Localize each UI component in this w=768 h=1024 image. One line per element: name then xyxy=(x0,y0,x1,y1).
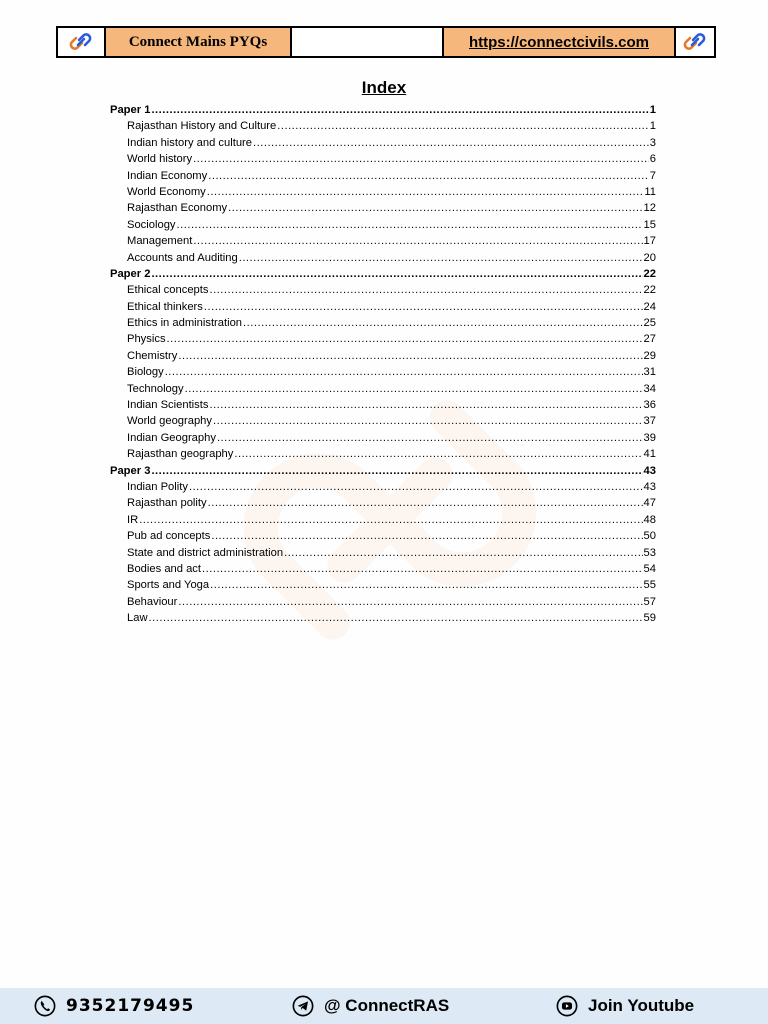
toc-leader-dots xyxy=(207,184,644,200)
toc-leader-dots xyxy=(210,577,642,593)
toc-entry-row[interactable] xyxy=(110,135,656,151)
toc-page-number: 20 xyxy=(643,251,656,264)
toc-page-number: 17 xyxy=(643,235,656,248)
toc-entry-row[interactable] xyxy=(110,610,656,626)
toc-entry-row[interactable] xyxy=(110,594,656,610)
header-title: Connect Mains PYQs xyxy=(106,28,292,56)
toc-leader-dots xyxy=(185,381,643,397)
toc-leader-dots xyxy=(151,102,648,118)
toc-entry-label: World geography xyxy=(127,415,212,428)
toc-leader-dots xyxy=(193,233,642,249)
toc-leader-dots xyxy=(193,151,649,167)
toc-entry-row[interactable] xyxy=(110,528,656,544)
toc-entry-label: Indian Polity xyxy=(127,480,188,493)
toc-page-number: 48 xyxy=(643,513,656,526)
header-blank-cell xyxy=(292,28,444,56)
toc-entry-label: Sports and Yoga xyxy=(127,579,210,592)
toc-entry-label: Ethical concepts xyxy=(127,284,209,297)
toc-page-number: 55 xyxy=(643,579,656,592)
toc-page-number: 43 xyxy=(643,480,656,493)
toc-entry-label: Paper 3 xyxy=(110,464,151,477)
link-logo-icon xyxy=(68,29,94,55)
toc-leader-dots xyxy=(217,430,643,446)
toc-entry-label: Behaviour xyxy=(127,595,178,608)
toc-entry-row[interactable] xyxy=(110,151,656,167)
toc-page-number: 27 xyxy=(643,333,656,346)
toc-page-number: 53 xyxy=(643,546,656,559)
toc-page-number: 41 xyxy=(643,448,656,461)
toc-leader-dots xyxy=(189,479,643,495)
toc-entry-label: Sociology xyxy=(127,218,176,231)
toc-entry-label: IR xyxy=(127,513,139,526)
toc-page-number: 1 xyxy=(649,120,656,133)
toc-leader-dots xyxy=(284,545,642,561)
toc-page-number: 12 xyxy=(643,202,656,215)
toc-leader-dots xyxy=(228,200,642,216)
toc-entry-label: Rajasthan polity xyxy=(127,497,207,510)
toc-entry-label: Rajasthan History and Culture xyxy=(127,120,277,133)
toc-entry-row[interactable] xyxy=(110,331,656,347)
toc-page-number: 15 xyxy=(643,218,656,231)
toc-entry-row[interactable] xyxy=(110,217,656,233)
toc-page-number: 59 xyxy=(643,612,656,625)
toc-entry-label: Indian history and culture xyxy=(127,136,253,149)
toc-page-number: 47 xyxy=(643,497,656,510)
toc-entry-row[interactable] xyxy=(110,315,656,331)
toc-leader-dots xyxy=(209,282,642,298)
footer-phone[interactable] xyxy=(34,995,194,1017)
toc-entry-label: Indian Economy xyxy=(127,169,208,182)
toc-entry-label: Physics xyxy=(127,333,166,346)
toc-entry-label: Bodies and act xyxy=(127,562,202,575)
toc-page-number: 24 xyxy=(643,300,656,313)
toc-leader-dots xyxy=(149,610,643,626)
toc-leader-dots xyxy=(253,135,649,151)
toc-page-number: 22 xyxy=(643,284,656,297)
toc-entry-row[interactable] xyxy=(110,299,656,315)
toc-leader-dots xyxy=(151,266,642,282)
toc-entry-label: Accounts and Auditing xyxy=(127,251,238,264)
toc-entry-row[interactable] xyxy=(110,184,656,200)
toc-leader-dots xyxy=(277,118,649,134)
toc-entry-label: Ethical thinkers xyxy=(127,300,203,313)
toc-entry-label: Technology xyxy=(127,382,184,395)
toc-page-number: 57 xyxy=(643,595,656,608)
toc-page-number: 1 xyxy=(649,104,656,116)
toc-entry-label: Pub ad concepts xyxy=(127,530,211,543)
link-logo-icon xyxy=(682,29,708,55)
header-url-link[interactable]: https://connectcivils.com xyxy=(444,28,676,56)
toc-entry-row[interactable] xyxy=(110,233,656,249)
toc-page-number: 31 xyxy=(643,366,656,379)
toc-page-number: 22 xyxy=(643,267,656,280)
toc-entry-row[interactable] xyxy=(110,446,656,462)
toc-entry-row[interactable] xyxy=(110,282,656,298)
youtube-label: Join Youtube xyxy=(588,996,695,1015)
toc-entry-label: Indian Scientists xyxy=(127,399,209,412)
toc-leader-dots xyxy=(177,217,643,233)
toc-leader-dots xyxy=(243,315,643,331)
toc-entry-row[interactable] xyxy=(110,348,656,364)
toc-entry-label: World history xyxy=(127,153,193,166)
toc-entry-label: Ethics in administration xyxy=(127,317,243,330)
footer-youtube[interactable] xyxy=(556,995,694,1017)
toc-entry-label: State and district administration xyxy=(127,546,284,559)
toc-page-number: 29 xyxy=(643,349,656,362)
toc-leader-dots xyxy=(202,561,643,577)
toc-entry-label: Biology xyxy=(127,366,164,379)
toc-entry-row[interactable] xyxy=(110,479,656,495)
toc-entry-row[interactable] xyxy=(110,168,656,184)
toc-entry-row[interactable] xyxy=(110,577,656,593)
toc-leader-dots xyxy=(239,250,643,266)
telegram-handle: @ ConnectRAS xyxy=(324,996,450,1015)
header-logo-right xyxy=(676,28,714,56)
toc-page-number: 25 xyxy=(643,317,656,330)
toc-entry-row[interactable] xyxy=(110,413,656,429)
toc-entry-label: World Economy xyxy=(127,185,206,198)
toc-page-number: 54 xyxy=(643,562,656,575)
toc-page-number: 6 xyxy=(649,153,656,166)
toc-entry-label: Chemistry xyxy=(127,349,178,362)
toc-page-number: 11 xyxy=(644,185,656,198)
toc-entry-row[interactable] xyxy=(110,545,656,561)
index-title: Index xyxy=(361,78,407,97)
toc-entry-row[interactable] xyxy=(110,512,656,528)
toc-page-number: 39 xyxy=(643,431,656,444)
toc-entry-label: Indian Geography xyxy=(127,431,216,444)
toc-leader-dots xyxy=(178,348,642,364)
toc-page-number: 34 xyxy=(643,382,656,395)
telegram-icon xyxy=(292,995,314,1017)
toc-entry-row[interactable] xyxy=(110,250,656,266)
toc-page-number: 7 xyxy=(649,169,656,182)
toc-entry-row[interactable] xyxy=(110,495,656,511)
toc-entry-label: Rajasthan geography xyxy=(127,448,234,461)
toc-page-number: 36 xyxy=(643,399,656,412)
toc-leader-dots xyxy=(139,512,642,528)
table-of-contents xyxy=(110,102,656,627)
phone-icon xyxy=(34,995,56,1017)
toc-leader-dots xyxy=(234,446,642,462)
toc-leader-dots xyxy=(178,594,642,610)
toc-page-number: 43 xyxy=(643,464,656,477)
toc-leader-dots xyxy=(213,413,643,429)
toc-leader-dots xyxy=(208,495,643,511)
toc-section-row[interactable] xyxy=(110,463,656,479)
toc-entry-label: Paper 1 xyxy=(110,104,151,116)
toc-entry-row[interactable] xyxy=(110,200,656,216)
header-bar xyxy=(56,26,716,58)
header-logo-left xyxy=(58,28,106,56)
toc-entry-row[interactable] xyxy=(110,430,656,446)
toc-leader-dots xyxy=(165,364,643,380)
toc-entry-label: Law xyxy=(127,612,148,625)
toc-leader-dots xyxy=(209,397,642,413)
toc-leader-dots xyxy=(211,528,642,544)
toc-entry-label: Management xyxy=(127,235,193,248)
footer-bar xyxy=(0,988,768,1024)
phone-number: 9352179495 xyxy=(66,996,195,1016)
toc-entry-row[interactable] xyxy=(110,397,656,413)
toc-page-number: 3 xyxy=(649,136,656,149)
toc-leader-dots xyxy=(208,168,649,184)
toc-leader-dots xyxy=(204,299,643,315)
toc-entry-label: Paper 2 xyxy=(110,267,151,280)
toc-page-number: 37 xyxy=(643,415,656,428)
footer-telegram[interactable] xyxy=(292,995,449,1017)
toc-leader-dots xyxy=(167,331,643,347)
toc-entry-row[interactable] xyxy=(110,381,656,397)
toc-page-number: 50 xyxy=(643,530,656,543)
toc-entry-row[interactable] xyxy=(110,561,656,577)
toc-entry-label: Rajasthan Economy xyxy=(127,202,228,215)
youtube-icon xyxy=(556,995,578,1017)
toc-section-row[interactable] xyxy=(110,102,656,118)
toc-entry-row[interactable] xyxy=(110,118,656,134)
toc-section-row[interactable] xyxy=(110,266,656,282)
toc-entry-row[interactable] xyxy=(110,364,656,380)
toc-leader-dots xyxy=(151,463,642,479)
